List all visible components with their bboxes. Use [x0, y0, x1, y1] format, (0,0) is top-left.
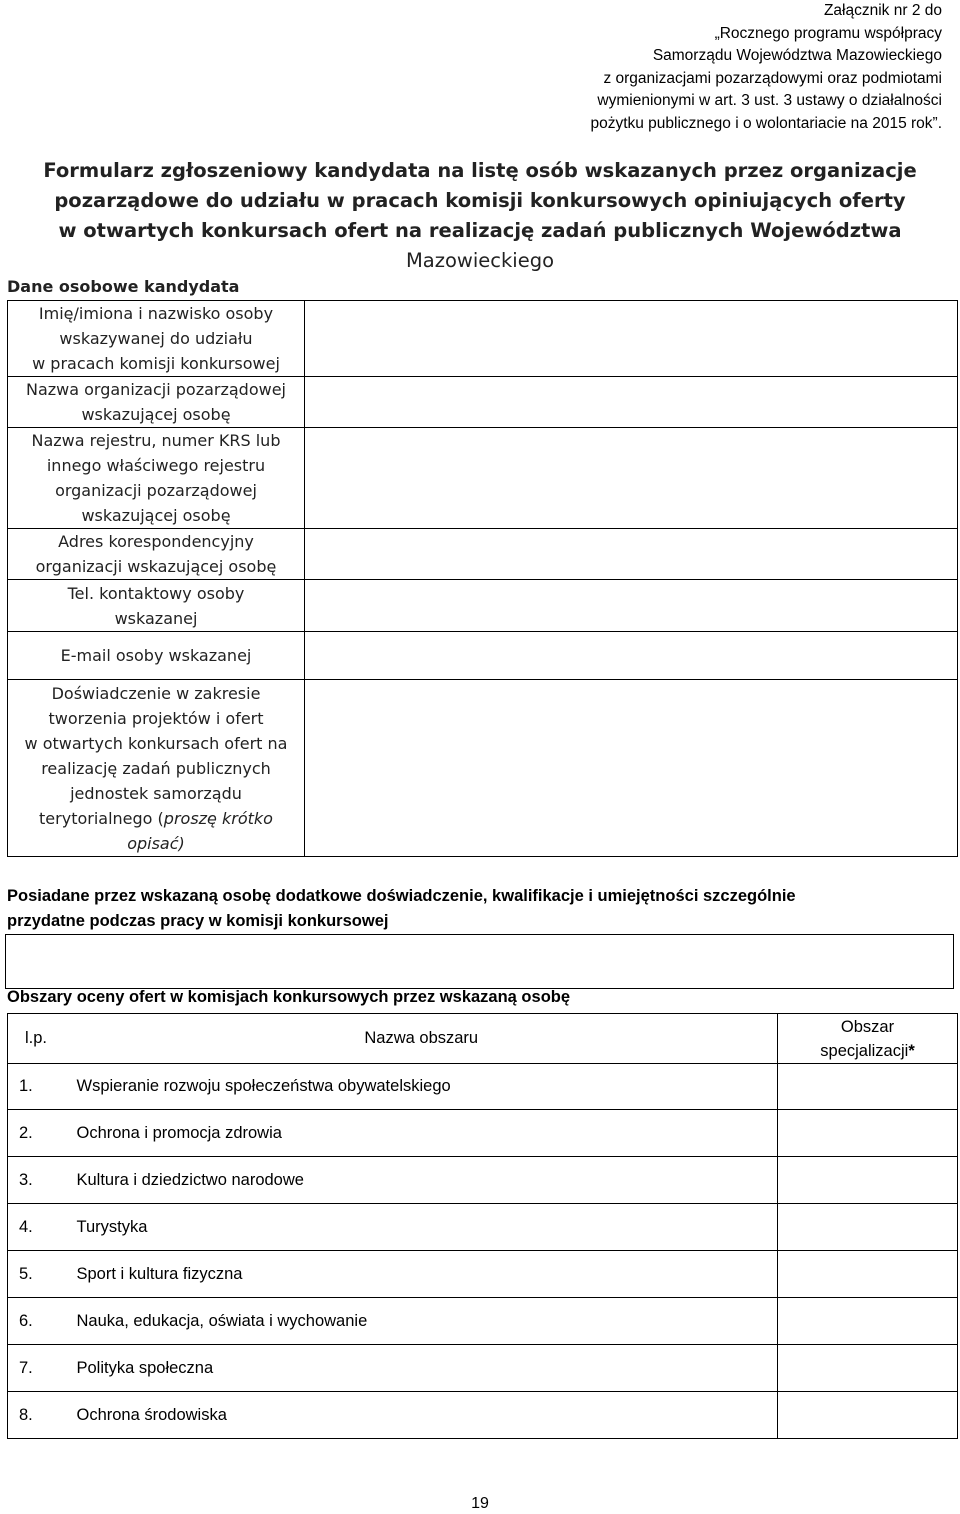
area-number: 8. — [8, 1392, 66, 1439]
areas-table — [7, 1013, 958, 1439]
annex-line: „Rocznego programu współpracy — [714, 24, 942, 42]
label-text: terytorialnego ( — [39, 808, 164, 828]
personal-row-address — [8, 529, 958, 580]
field-label — [8, 680, 305, 857]
title-line: pozarządowe do udziału w pracach komisji konkursowych opiniujących oferty — [54, 189, 906, 212]
page-number: 19 — [471, 1495, 489, 1512]
label-line: wskazującej osobę — [81, 405, 231, 424]
area-name: Ochrona i promocja zdrowia — [66, 1110, 778, 1157]
area-row — [8, 1345, 958, 1392]
area-name: Turystyka — [66, 1204, 778, 1251]
area-spec-field[interactable] — [778, 1110, 958, 1157]
col-lp-header: l.p. — [8, 1014, 66, 1064]
area-row — [8, 1157, 958, 1204]
heading-line: Posiadane przez wskazaną osobę dodatkowe doświadczenie, kwalifikacje i umiejętności szczególnie — [7, 887, 796, 905]
registry-number-field[interactable] — [305, 428, 958, 529]
area-spec-field[interactable] — [778, 1298, 958, 1345]
field-label — [8, 529, 305, 580]
area-number: 2. — [8, 1110, 66, 1157]
personal-row-name — [8, 301, 958, 377]
personal-row-phone — [8, 580, 958, 632]
spec-header-text: specjalizacji — [820, 1041, 909, 1060]
heading-line: przydatne podczas pracy w komisji konkursowej — [7, 912, 389, 930]
additional-experience-field[interactable] — [5, 934, 954, 989]
annex-line: z organizacjami pozarządowymi oraz podmiotami — [603, 69, 942, 87]
label-line: wskazywanej do udziału — [59, 329, 253, 348]
area-row — [8, 1064, 958, 1110]
address-field[interactable] — [305, 529, 958, 580]
area-spec-field[interactable] — [778, 1064, 958, 1110]
area-row — [8, 1110, 958, 1157]
area-name: Polityka społeczna — [66, 1345, 778, 1392]
area-name: Sport i kultura fizyczna — [66, 1251, 778, 1298]
personal-row-org — [8, 377, 958, 428]
area-number: 1. — [8, 1064, 66, 1110]
label-line: w otwartych konkursach ofert na — [24, 733, 288, 753]
experience-field[interactable] — [305, 680, 958, 857]
label-line: Imię/imiona i nazwisko osoby — [38, 304, 274, 323]
area-number: 5. — [8, 1251, 66, 1298]
title-line: Formularz zgłoszeniowy kandydata na listę osób wskazanych przez organizacje — [43, 159, 917, 182]
areas-heading: Obszary oceny ofert w komisjach konkursowych przez wskazaną osobę — [7, 988, 571, 1006]
area-spec-field[interactable] — [778, 1345, 958, 1392]
title-line: w otwartych konkursach ofert na realizację zadań publicznych Województwa — [58, 219, 902, 242]
personal-section-label: Dane osobowe kandydata — [7, 277, 240, 296]
area-number: 6. — [8, 1298, 66, 1345]
label-line: Doświadczenie w zakresie — [51, 683, 261, 703]
field-label — [8, 632, 305, 680]
label-line: realizację zadań publicznych — [41, 758, 271, 778]
spec-header-line — [778, 1039, 957, 1063]
spec-header-star: * — [908, 1041, 915, 1060]
annex-header — [422, 0, 942, 135]
annex-line: Samorządu Województwa Mazowieckiego — [652, 47, 942, 64]
area-number: 4. — [8, 1204, 66, 1251]
col-name-header: Nazwa obszaru — [66, 1014, 778, 1064]
area-number: 7. — [8, 1345, 66, 1392]
label-line: tworzenia projektów i ofert — [48, 708, 264, 728]
area-name: Ochrona środowiska — [66, 1392, 778, 1439]
label-line — [8, 831, 304, 856]
label-line: wskazanej — [114, 608, 198, 628]
area-spec-field[interactable] — [778, 1157, 958, 1204]
area-name: Kultura i dziedzictwo narodowe — [66, 1157, 778, 1204]
field-label — [8, 580, 305, 632]
label-line — [8, 806, 304, 831]
col-spec-header — [778, 1014, 958, 1064]
field-label — [8, 301, 305, 377]
area-spec-field[interactable] — [778, 1251, 958, 1298]
annex-line: pożytku publicznego i o wolontariacie na 2015 rok”. — [590, 114, 942, 132]
email-field[interactable] — [305, 632, 958, 680]
personal-data-table — [7, 300, 958, 857]
personal-row-experience — [8, 680, 958, 857]
area-spec-field[interactable] — [778, 1392, 958, 1439]
areas-header-row — [8, 1014, 958, 1064]
label-hint: proszę krótko — [163, 808, 273, 828]
label-line: Nazwa rejestru, numer KRS lub — [31, 431, 281, 450]
personal-row-registry — [8, 428, 958, 529]
label-line: Adres korespondencyjny — [58, 532, 254, 551]
label-hint: opisać) — [127, 833, 185, 853]
label-line: Tel. kontaktowy osoby — [67, 583, 245, 603]
title-line: Mazowieckiego — [405, 249, 555, 272]
spec-header-line: Obszar — [840, 1017, 895, 1036]
area-row — [8, 1392, 958, 1439]
label-line: wskazującej osobę — [81, 506, 231, 525]
personal-row-email — [8, 632, 958, 680]
label-line: E-mail osoby wskazanej — [60, 646, 252, 665]
form-title — [0, 156, 960, 276]
field-label — [8, 377, 305, 428]
area-row — [8, 1251, 958, 1298]
area-row — [8, 1298, 958, 1345]
area-name: Wspieranie rozwoju społeczeństwa obywatelskiego — [66, 1064, 778, 1110]
area-number: 3. — [8, 1157, 66, 1204]
label-line: jednostek samorządu — [70, 783, 242, 803]
label-line: innego właściwego rejestru — [46, 456, 266, 475]
label-line: Nazwa organizacji pozarządowej — [25, 380, 286, 399]
annex-line: Załącznik nr 2 do — [823, 2, 942, 19]
area-row — [8, 1204, 958, 1251]
organization-name-field[interactable] — [305, 377, 958, 428]
phone-field[interactable] — [305, 580, 958, 632]
annex-line: wymienionymi w art. 3 ust. 3 ustawy o działalności — [597, 92, 942, 109]
label-line: organizacji wskazującej osobę — [35, 557, 277, 576]
additional-experience-heading — [7, 884, 957, 934]
area-spec-field[interactable] — [778, 1204, 958, 1251]
area-name: Nauka, edukacja, oświata i wychowanie — [66, 1298, 778, 1345]
label-line: w pracach komisji konkursowej — [32, 354, 280, 373]
candidate-name-field[interactable] — [305, 301, 958, 377]
field-label — [8, 428, 305, 529]
label-line: organizacji pozarządowej — [55, 481, 257, 500]
